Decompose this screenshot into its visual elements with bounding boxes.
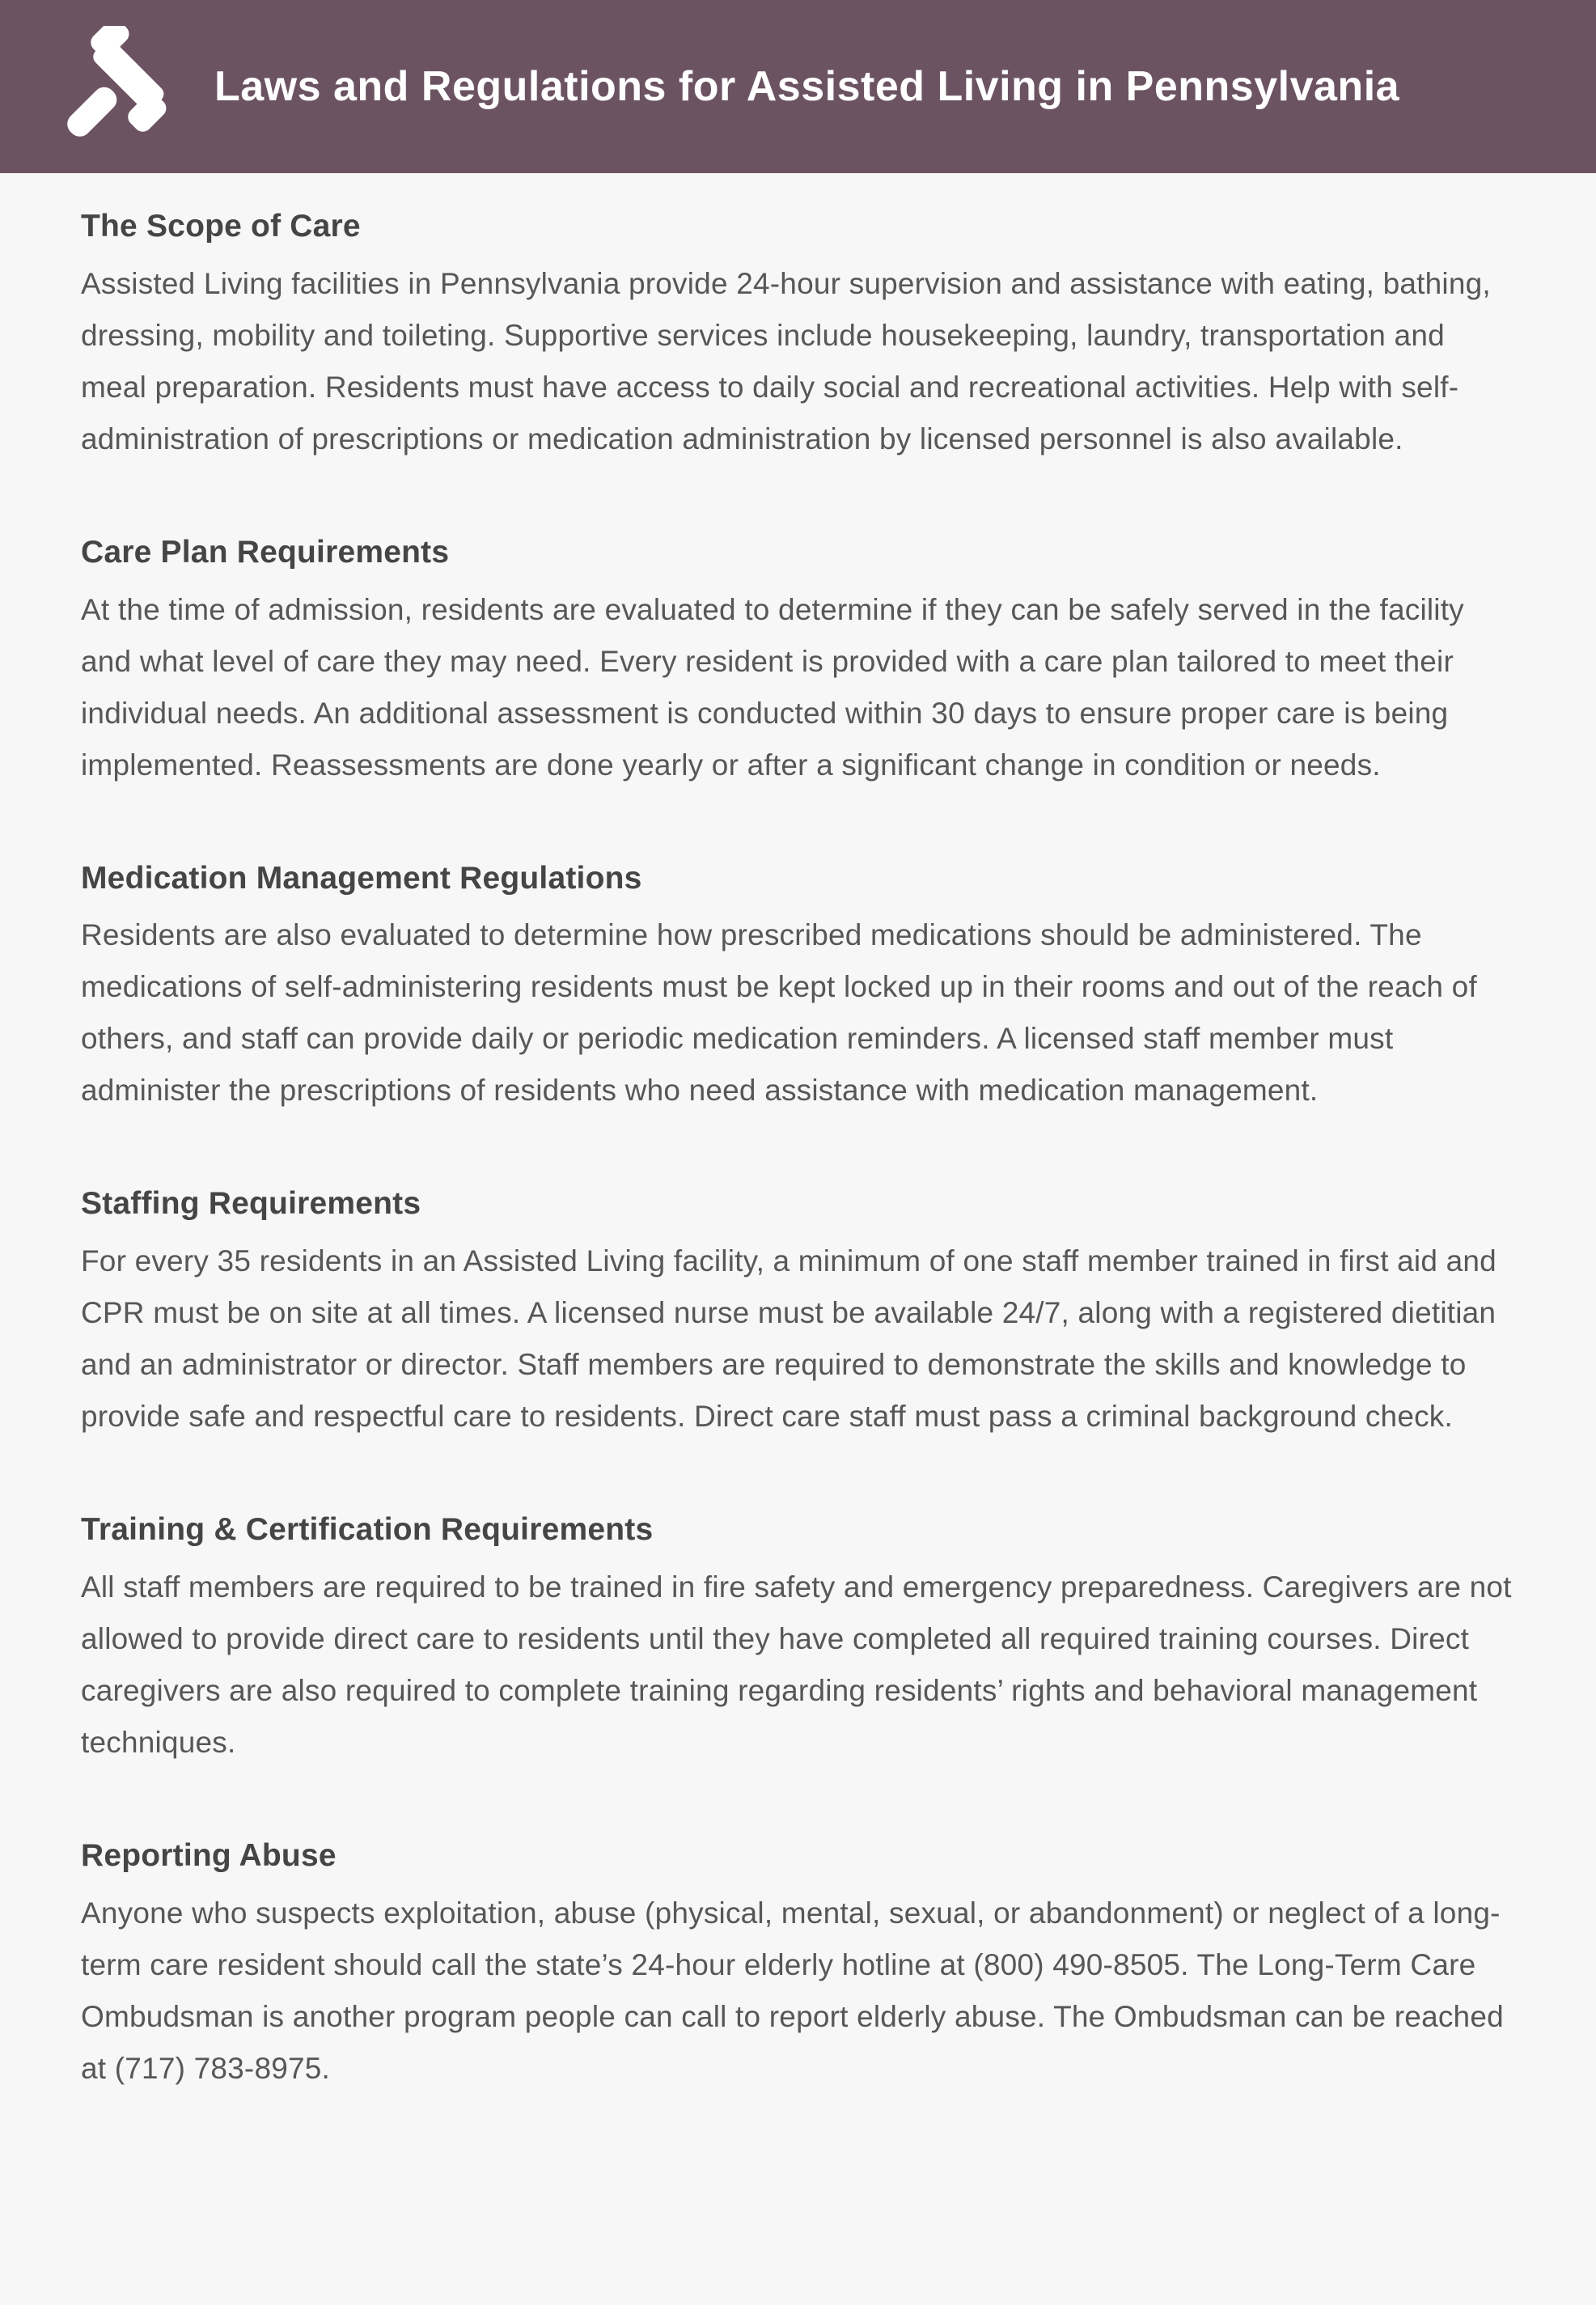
section-training-certification: [81, 1511, 1515, 1769]
section-heading: The Scope of Care: [81, 209, 361, 244]
section-heading: Reporting Abuse: [81, 1837, 337, 1873]
section-scope-of-care: [81, 207, 1515, 465]
section-paragraph: Residents are also evaluated to determine how prescribed medications should be administered. The medications of self-administering residents must be kept locked up in their rooms and out of the reach of others, and staff can provide daily or periodic medication reminders. A licensed staff member must administer the prescriptions of residents who need assistance with medication management.: [81, 918, 1477, 1108]
section-paragraph: Assisted Living facilities in Pennsylvania provide 24-hour supervision and assistance with eating, bathing, dressing, mobility and toileting. Supportive services include housekeeping, laundry, transportation and meal preparation. Residents must have access to daily social and recreational activities. Help with self-administration of prescriptions or medication administration by licensed personnel is also available.: [81, 266, 1491, 455]
section-paragraph: Anyone who suspects exploitation, abuse (physical, mental, sexual, or abandonment) or neglect of a long-term care resident should call the state’s 24-hour elderly hotline at (800) 490-8505. The Long-Term Care Ombudsman is another program people can call to report elderly abuse. The Ombudsman can be reached at (717) 783-8975.: [81, 1896, 1504, 2085]
section-paragraph: At the time of admission, residents are evaluated to determine if they can be safely served in the facility and what level of care they may need. Every resident is provided with a care plan tailored to meet their individual needs. An additional assessment is conducted within 30 days to ensure proper care is being implemented. Reassessments are done yearly or after a significant change in condition or needs.: [81, 592, 1464, 782]
section-paragraph: All staff members are required to be trained in fire safety and emergency preparedness. Caregivers are not allowed to provide direct care to residents until they have completed all required training courses. Direct caregivers are also required to complete training regarding residents’ rights and behavioral management techniques.: [81, 1570, 1512, 1759]
section-paragraph: For every 35 residents in an Assisted Living facility, a minimum of one staff member trained in first aid and CPR must be on site at all times. A licensed nurse must be available 24/7, along with a registered dietitian and an administrator or director. Staff members are required to demonstrate the skills and knowledge to provide safe and respectful care to residents. Direct care staff must pass a criminal background check.: [81, 1244, 1497, 1433]
section-medication-management: [81, 859, 1515, 1117]
section-reporting-abuse: [81, 1837, 1515, 2095]
section-care-plan: [81, 533, 1515, 791]
section-heading: Medication Management Regulations: [81, 860, 642, 896]
section-staffing: [81, 1184, 1515, 1443]
page-title: Laws and Regulations for Assisted Living in Pennsylvania: [214, 62, 1400, 110]
section-heading: Care Plan Requirements: [81, 534, 450, 570]
page-header: [0, 0, 1596, 173]
gavel-icon: [61, 26, 182, 147]
section-heading: Training & Certification Requirements: [81, 1512, 654, 1547]
section-heading: Staffing Requirements: [81, 1186, 421, 1222]
document-body: [0, 173, 1596, 2192]
